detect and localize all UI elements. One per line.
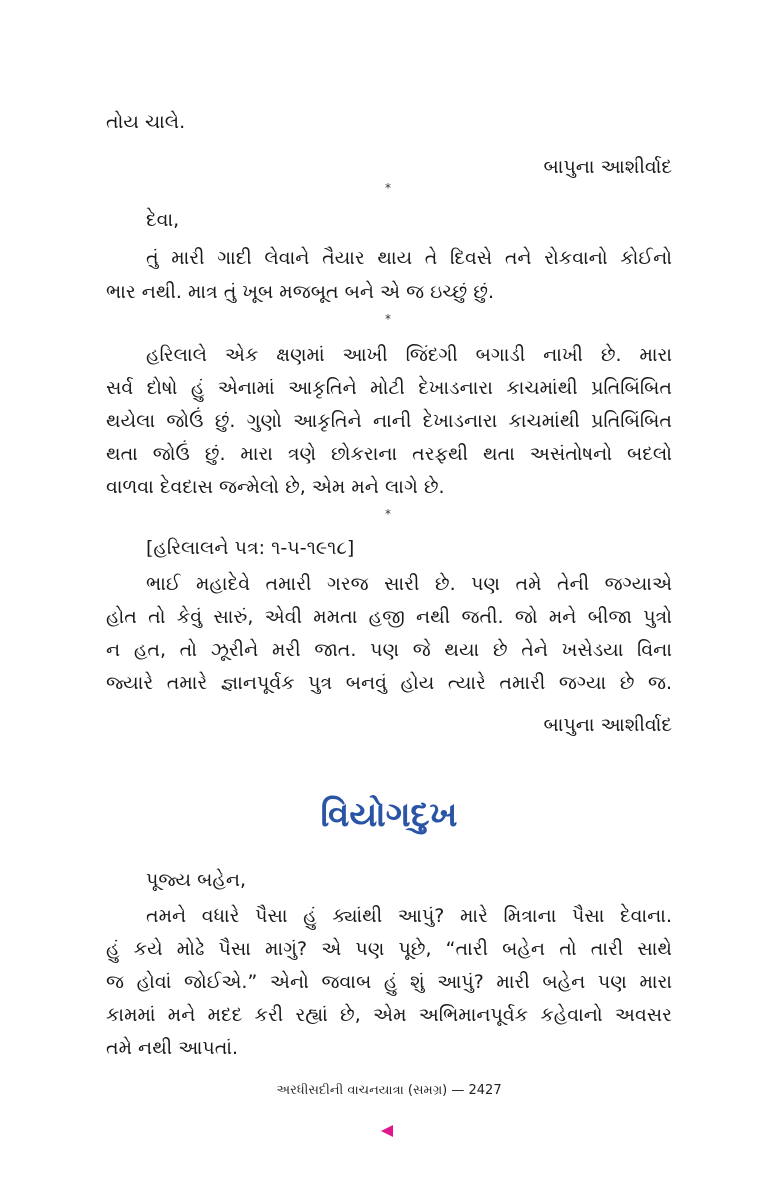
- page-footer: અરધીસદીની વાચનયાત્રા (સમગ્ર) — 2427: [276, 1083, 502, 1098]
- opening-line: તોય ચાલે.: [106, 111, 186, 133]
- letter-2-line-2: ભાર નથી. માત્ર તું ખૂબ મજબૂત બને એ જ ઇચ્છું છું.: [106, 281, 494, 303]
- letter-2-line-1: તું મારી ગાદી લેવાને તૈયાર થાય તે દિવસે તને રોકવાનો કોઈનો: [146, 247, 672, 269]
- paragraph-3-line-3: થયેલા જોઉં છું. ગુણો આકૃતિને નાની દેખાડનારા કાચમાંથી પ્રતિબિંબિત: [106, 410, 672, 432]
- paragraph-3-line-2: સર્વ દોષો હું એનામાં આકૃતિને મોટી દેખાડનારા કાચમાંથી પ્રતિબિંબિત: [106, 377, 672, 399]
- letter-4-line-4: જ્યારે તમારે જ્ઞાનપૂર્વક પુત્ર બનવું હોય ત્યારે તમારી જગ્યા છે જ.: [106, 672, 672, 694]
- letter-5-salutation: પૂજ્ય બહેન,: [146, 869, 247, 891]
- letter-4-line-2: હોત તો કેવું સારું, એવી મમતા હજી નથી જતી. જો મને બીજા પુત્રો: [106, 606, 672, 628]
- paragraph-3-line-4: થતા જોઉં છું. મારા ત્રણે છોકરાના તરફથી થતા અસંતોષનો બદલો: [106, 443, 672, 465]
- letter-5-line-2: હું કયે મોઢે પૈસા માગું? એ પણ પૂછે, “તારી બહેન તો તારી સાથે: [106, 938, 672, 960]
- letter-4-header: [હરિલાલને પત્ર: ૧-૫-૧૯૧૮]: [146, 537, 355, 559]
- paragraph-3-line-5: વાળવા દેવદાસ જન્મેલો છે, એમ મને લાગે છે.: [106, 476, 445, 498]
- separator-star-2: *: [385, 312, 391, 326]
- letter-5-line-1: તમને વધારે પૈસા હું ક્યાંથી આપું? મારે મિત્રાના પૈસા દેવાના.: [146, 905, 672, 927]
- letter-5-line-4: કામમાં મને મદદ કરી રહ્યાં છે, એમ અભિમાનપૂર્વક કહેવાનો અવસર: [106, 1004, 672, 1026]
- signature-2: બાપુના આશીર્વાદ: [543, 714, 672, 736]
- section-title: વિયોગદુખ: [320, 795, 458, 835]
- letter-2-salutation: દેવા,: [146, 209, 180, 231]
- previous-page-arrow-icon[interactable]: [381, 1125, 393, 1137]
- separator-star-3: *: [385, 507, 391, 521]
- paragraph-3-line-1: હરિલાલે એક ક્ષણમાં આખી જિંદગી બગાડી નાખી છે. મારા: [146, 344, 672, 366]
- letter-4-line-1: ભાઈ મહાદેવે તમારી ગરજ સારી છે. પણ તમે તેની જગ્યાએ: [146, 573, 672, 595]
- letter-5-line-5: તમે નથી આપતાં.: [106, 1037, 239, 1059]
- separator-star-1: *: [385, 181, 391, 195]
- signature-1: બાપુના આશીર્વાદ: [543, 156, 672, 178]
- letter-4-line-3: ન હત, તો ઝૂરીને મરી જાત. પણ જે થયા છે તેને ખસેડયા વિના: [106, 639, 672, 661]
- letter-5-line-3: જ હોવાં જોઈએ.” એનો જવાબ હું શું આપું? મારી બહેન પણ મારા: [106, 971, 672, 993]
